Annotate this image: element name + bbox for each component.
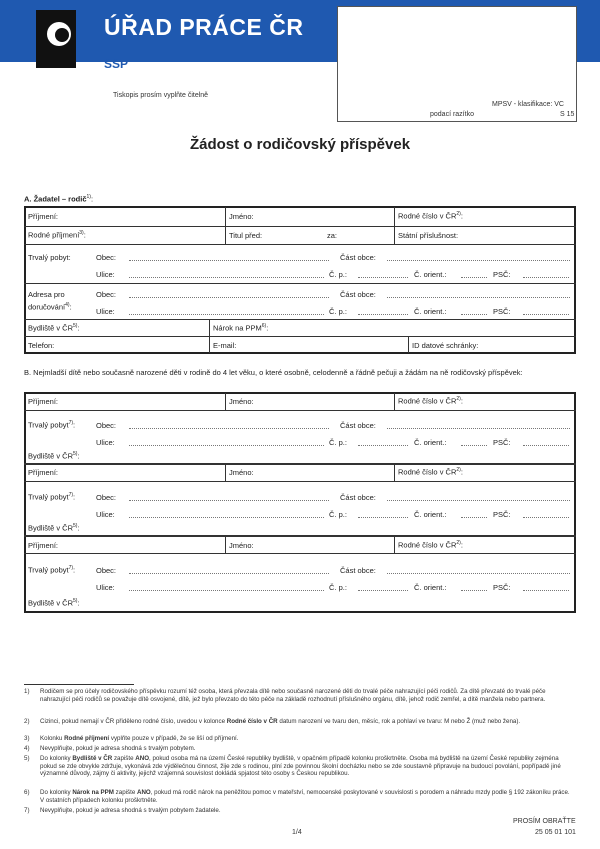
a-ulice-label: Ulice: (96, 270, 115, 279)
b2-ulice-label: Ulice: (96, 510, 115, 519)
a-rodne-cislo-label: Rodné číslo v ČR$^{2)}$: (398, 211, 463, 221)
a-telefon-label: Telefon: (28, 341, 55, 350)
a-trvaly-pobyt-label: Trvalý pobyt: (28, 253, 71, 262)
a-jmeno-label: Jméno: (229, 212, 254, 221)
b2-prijmeni-label: Příjmení: (28, 468, 59, 477)
a-adresa-label-2: doručování$^{4)}$: (28, 302, 72, 312)
stamp-label: podací razítko (430, 111, 474, 118)
b3-corient-label: Č. orient.: (414, 583, 447, 592)
page-number: 1/4 (292, 829, 302, 836)
a-cp-label: Č. p.: (329, 270, 347, 279)
a-bydliste-label: Bydliště v ČR$^{5)}$: (28, 323, 80, 333)
b1-psc-label: PSČ: (493, 438, 511, 447)
a2-corient-label: Č. orient.: (414, 307, 447, 316)
a-psc-label: PSČ: (493, 270, 511, 279)
b2-jmeno-label: Jméno: (229, 468, 254, 477)
a-email-label: E-mail: (213, 341, 237, 350)
a-obec-label: Obec: (96, 253, 117, 262)
a2-cp-label: Č. p.: (329, 307, 347, 316)
b2-psc-label: PSČ: (493, 510, 511, 519)
office-name: ÚŘAD PRÁCE ČR (104, 14, 304, 40)
b3-rodne-cislo-label: Rodné číslo v ČR$^{2)}$: (398, 540, 463, 550)
b3-jmeno-label: Jméno: (229, 541, 254, 550)
b1-obec-label: Obec: (96, 421, 117, 430)
page-title: Žádost o rodičovský příspěvek (189, 136, 411, 153)
b2-bydliste-label: Bydliště v ČR$^{5)}$: (28, 523, 80, 533)
a-titul-za-label: za: (327, 231, 338, 240)
b1-trvaly-pobyt-label: Trvalý pobyt$^{7)}$: (28, 420, 76, 430)
form-code-s15: S 15 (560, 111, 575, 118)
a2-ulice-label: Ulice: (96, 307, 115, 316)
b2-cast-obce-label: Část obce: (340, 493, 376, 502)
b1-rodne-cislo-label: Rodné číslo v ČR$^{2)}$: (398, 396, 463, 406)
a-narok-ppm-label: Nárok na PPM$^{6)}$: (213, 323, 269, 333)
a-rodne-prijmeni-label: Rodné příjmení$^{3)}$: (28, 230, 86, 240)
turn-over-note: PROSÍM OBRAŤTE (513, 818, 576, 825)
b2-rodne-cislo-label: Rodné číslo v ČR$^{2)}$: (398, 467, 463, 477)
b2-trvaly-pobyt-label: Trvalý pobyt$^{7)}$: (28, 492, 76, 502)
a-prijmeni-label: Příjmení: (28, 212, 59, 221)
footnote-separator (24, 684, 134, 685)
b3-ulice-label: Ulice: (96, 583, 115, 592)
b3-prijmeni-label: Příjmení: (28, 541, 59, 550)
section-a-heading: A. Žadatel – rodič$^{1)}$: (24, 194, 94, 204)
b1-ulice-label: Ulice: (96, 438, 115, 447)
b2-obec-label: Obec: (96, 493, 117, 502)
a-titul-pred-label: Titul před: (229, 231, 263, 240)
form-number: 25 05 01 101 (535, 829, 576, 836)
a-corient-label: Č. orient.: (414, 270, 447, 279)
b1-corient-label: Č. orient.: (414, 438, 447, 447)
a2-obec-label: Obec: (96, 290, 117, 299)
b1-prijmeni-label: Příjmení: (28, 397, 59, 406)
b1-cast-obce-label: Část obce: (340, 421, 376, 430)
a-statni-prislusnost-label: Státní příslušnost: (398, 231, 459, 240)
a-datova-schranka-label: ID datové schránky: (412, 341, 479, 350)
b1-bydliste-label: Bydliště v ČR$^{5)}$: (28, 451, 80, 461)
unit-name: SSP (104, 57, 129, 71)
a-adresa-label-1: Adresa pro (28, 290, 65, 299)
b2-corient-label: Č. orient.: (414, 510, 447, 519)
print-note: Tiskopis prosím vyplňte čitelně (113, 92, 209, 99)
b3-trvaly-pobyt-label: Trvalý pobyt$^{7)}$: (28, 565, 76, 575)
section-b-heading: B. Nejmladší dítě nebo současně narozené děti v rodině do 4 let věku, o které osobně, celodenně a řádně pečuji a žádám na ně rodičovský příspěvek: (24, 368, 523, 377)
classification: MPSV - klasifikace: VC (492, 101, 564, 108)
logo-icon-dot (55, 28, 69, 42)
b2-cp-label: Č. p.: (329, 510, 347, 519)
b1-cp-label: Č. p.: (329, 438, 347, 447)
b3-cp-label: Č. p.: (329, 583, 347, 592)
b3-bydliste-label: Bydliště v ČR$^{5)}$: (28, 598, 80, 608)
b1-jmeno-label: Jméno: (229, 397, 254, 406)
a-cast-obce-label: Část obce: (340, 253, 376, 262)
section-a-box (24, 206, 576, 354)
b3-obec-label: Obec: (96, 566, 117, 575)
b3-psc-label: PSČ: (493, 583, 511, 592)
a2-cast-obce-label: Část obce: (340, 290, 376, 299)
b3-cast-obce-label: Část obce: (340, 566, 376, 575)
a2-psc-label: PSČ: (493, 307, 511, 316)
